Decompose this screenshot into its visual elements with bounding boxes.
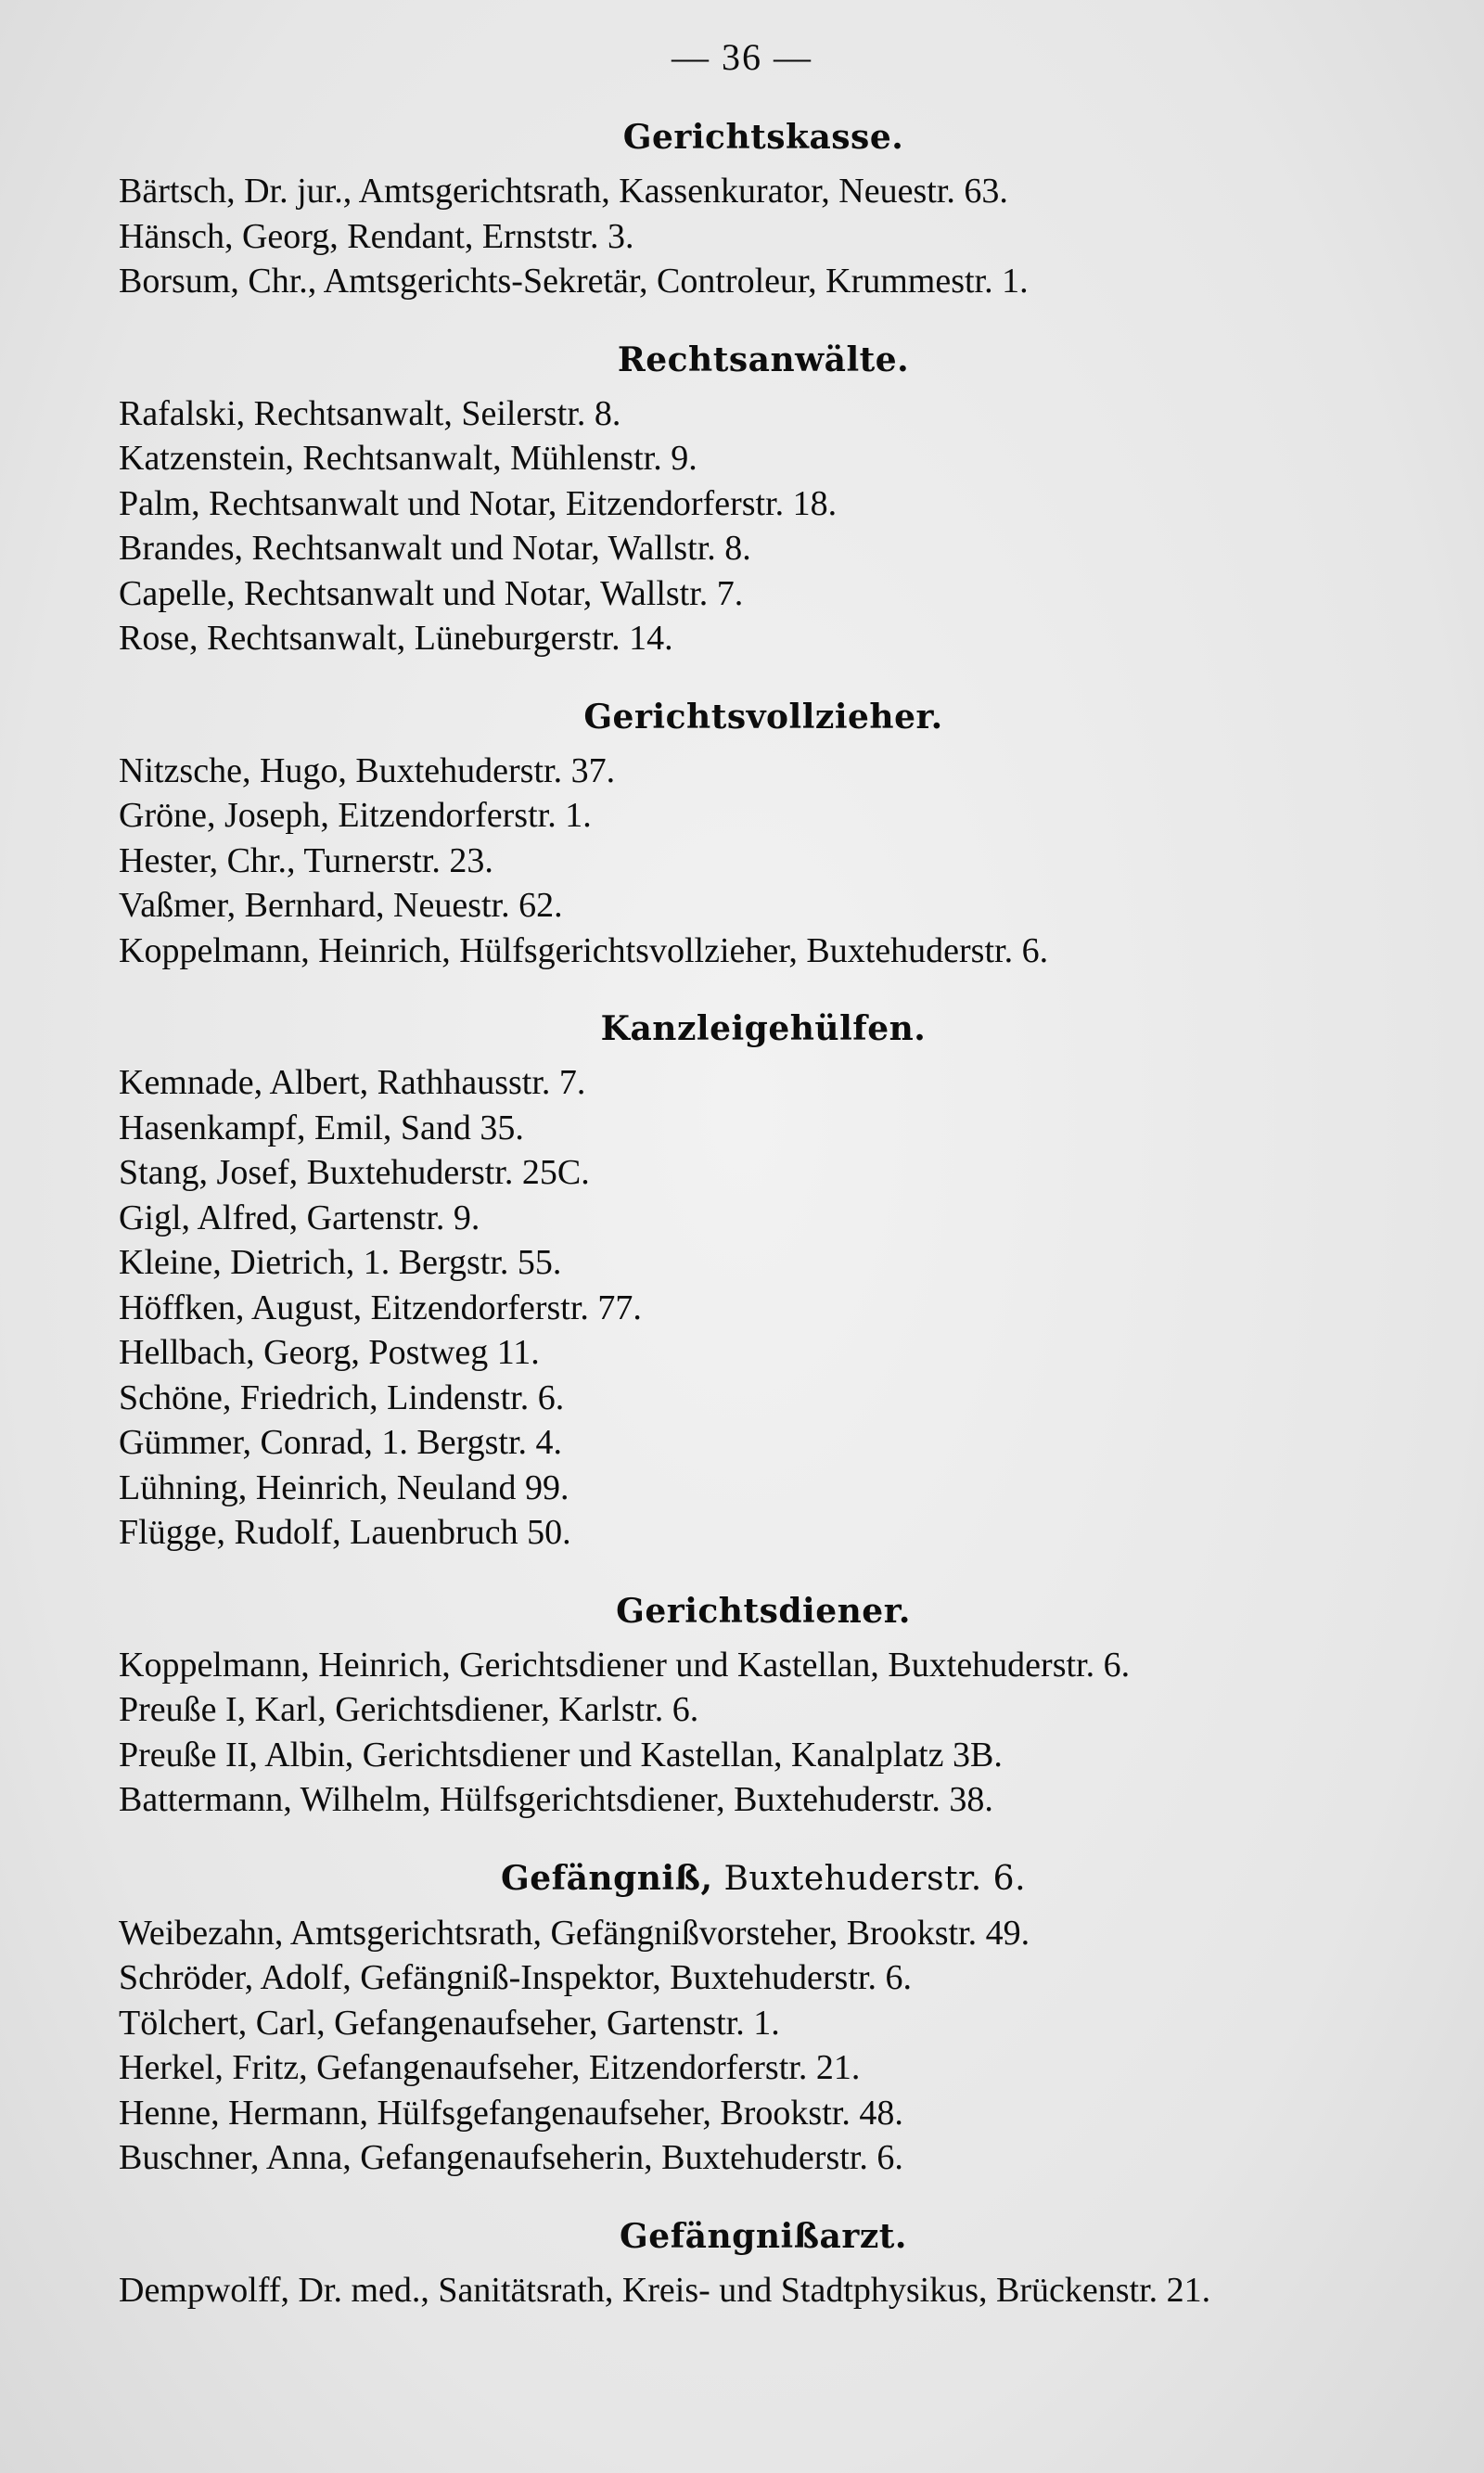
list-item: Palm, Rechtsanwalt und Notar, Eitzendorferstr. 18. [119,483,838,523]
section-heading: Gerichtskasse. [622,118,904,157]
list-item: Hasenkampf, Emil, Sand 35. [119,1108,524,1147]
list-item: Schöne, Friedrich, Lindenstr. 6. [119,1377,565,1417]
list-item: Hellbach, Georg, Postweg 11. [119,1333,540,1372]
section-heading: Rechtsanwälte. [617,340,910,379]
list-item: Lühning, Heinrich, Neuland 99. [119,1467,569,1507]
list-item: Preuße I, Karl, Gerichtsdiener, Karlstr. 6. [119,1690,699,1729]
list-item: Nitzsche, Hugo, Buxtehuderstr. 37. [119,750,616,790]
list-item: Kleine, Dietrich, 1. Bergstr. 55. [119,1243,562,1282]
page-number: — 36 — [672,36,812,78]
section-rechtsanwaelte [119,336,1408,661]
list-item: Flügge, Rudolf, Lauenbruch 50. [119,1513,571,1552]
list-item: Gröne, Joseph, Eitzendorferstr. 1. [119,796,592,835]
page-content [119,113,1408,2313]
list-item: Borsum, Chr., Amtsgerichts-Sekretär, Controleur, Krummestr. 1. [119,262,1029,301]
list-item: Vaßmer, Bernhard, Neuestr. 62. [119,886,563,925]
list-item: Koppelmann, Heinrich, Hülfsgerichtsvollzieher, Buxtehuderstr. 6. [119,930,1049,970]
section-gefaengnisarzt [119,2212,1408,2313]
list-item: Höffken, August, Eitzendorferstr. 77. [119,1288,642,1327]
section-heading [119,1854,1408,1903]
section-gefaengnis [119,1854,1408,2181]
list-item: Preuße II, Albin, Gerichtsdiener und Kastellan, Kanalplatz 3B. [119,1735,1003,1775]
list-item: Koppelmann, Heinrich, Gerichtsdiener und Kastellan, Buxtehuderstr. 6. [119,1645,1131,1685]
list-item: Herkel, Fritz, Gefangenaufseher, Eitzendorferstr. 21. [119,2048,861,2087]
list-item: Gigl, Alfred, Gartenstr. 9. [119,1198,480,1237]
section-heading-address: Buxtehuderstr. 6. [712,1859,1027,1898]
section-gerichtsvollzieher [119,693,1408,974]
list-item: Brandes, Rechtsanwalt und Notar, Wallstr. 8. [119,529,751,568]
list-item: Weibezahn, Amtsgerichtsrath, Gefängnißvorsteher, Brookstr. 49. [119,1913,1030,1953]
list-item: Rose, Rechtsanwalt, Lüneburgerstr. 14. [119,619,673,658]
list-item: Capelle, Rechtsanwalt und Notar, Wallstr. 7. [119,573,744,613]
list-item: Henne, Hermann, Hülfsgefangenaufseher, Brookstr. 48. [119,2093,903,2133]
list-item: Battermann, Wilhelm, Hülfsgerichtsdiener, Buxtehuderstr. 38. [119,1780,993,1819]
list-item: Katzenstein, Rechtsanwalt, Mühlenstr. 9. [119,439,697,478]
list-item: Schröder, Adolf, Gefängniß-Inspektor, Buxtehuderstr. 6. [119,1958,912,1997]
list-item: Gümmer, Conrad, 1. Bergstr. 4. [119,1423,563,1462]
section-heading: Kanzleigehülfen. [600,1009,927,1048]
section-heading: Gerichtsvollzieher. [583,697,943,737]
list-item: Buschner, Anna, Gefangenaufseherin, Buxtehuderstr. 6. [119,2138,903,2177]
section-heading: Gerichtsdiener. [616,1591,911,1631]
list-item: Hänsch, Georg, Rendant, Ernststr. 3. [119,216,634,256]
section-gerichtskasse [119,113,1408,304]
list-item: Dempwolff, Dr. med., Sanitätsrath, Kreis- und Stadtphysikus, Brückenstr. 21. [119,2270,1211,2310]
section-kanzleigehuelfen [119,1005,1408,1556]
section-heading: Gefängnißarzt. [620,2216,907,2256]
section-gerichtsdiener [119,1587,1408,1823]
section-heading-title: Gefängniß, [500,1858,713,1898]
list-item: Bärtsch, Dr. jur., Amtsgerichtsrath, Kassenkurator, Neuestr. 63. [119,172,1008,211]
list-item: Rafalski, Rechtsanwalt, Seilerstr. 8. [119,393,621,433]
list-item: Kemnade, Albert, Rathhausstr. 7. [119,1063,586,1102]
list-item: Stang, Josef, Buxtehuderstr. 25C. [119,1153,590,1192]
list-item: Tölchert, Carl, Gefangenaufseher, Gartenstr. 1. [119,2003,780,2043]
list-item: Hester, Chr., Turnerstr. 23. [119,840,493,880]
